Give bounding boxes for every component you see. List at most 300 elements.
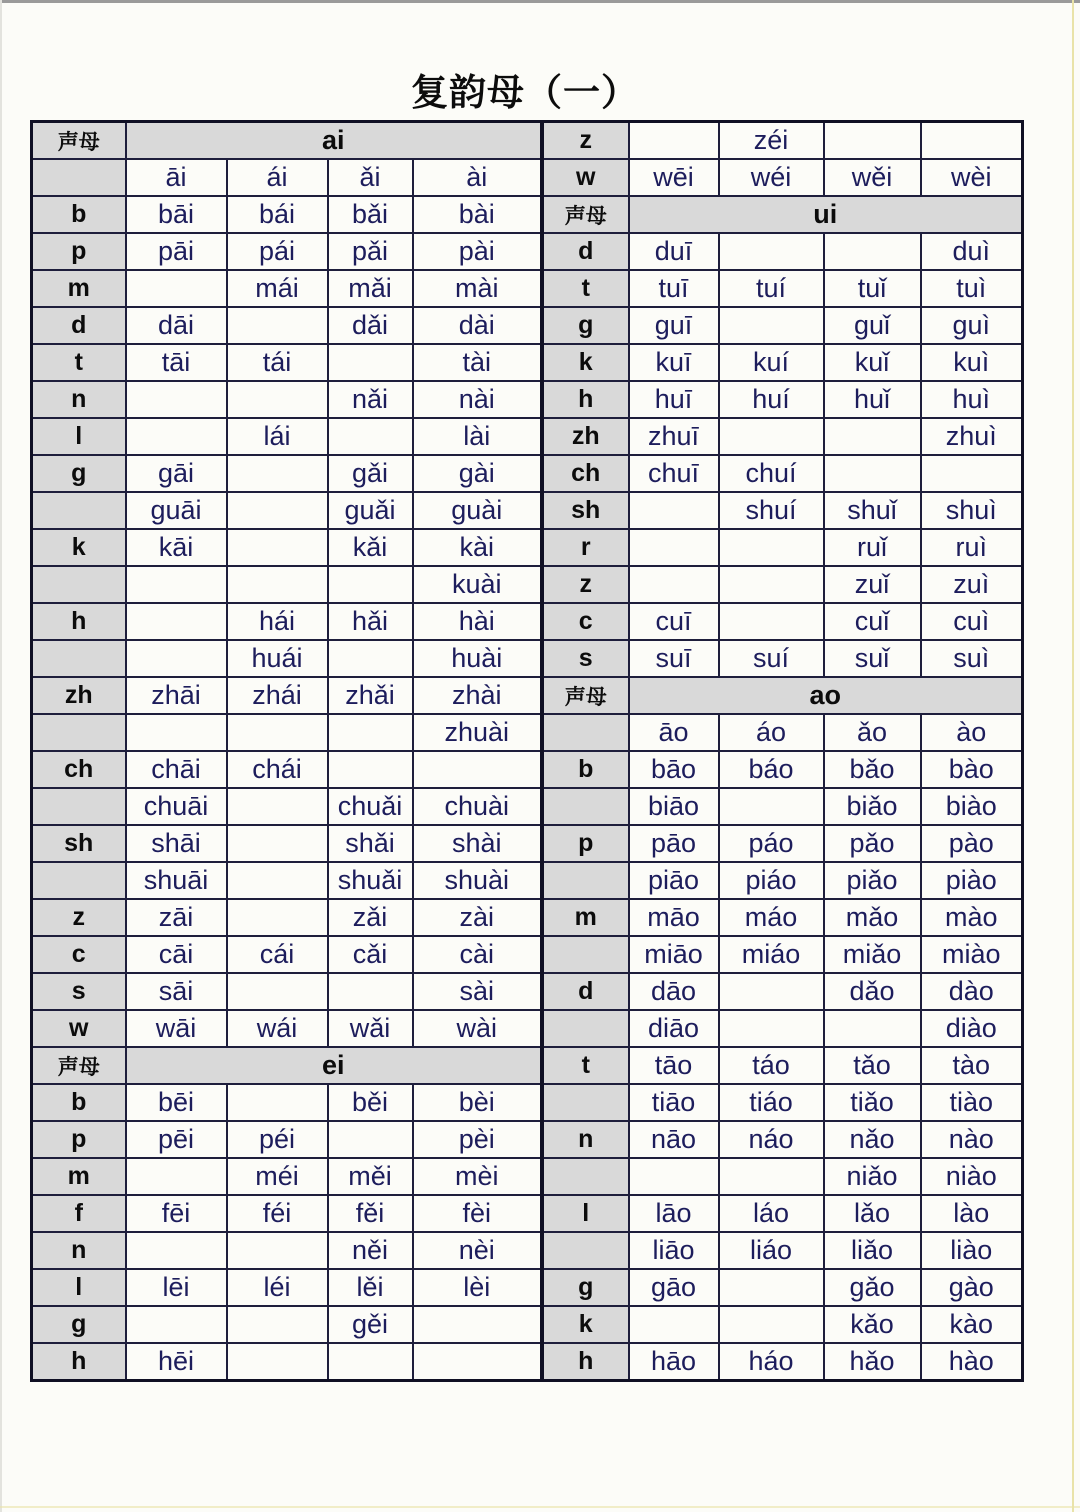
pinyin-cell: cāi bbox=[126, 936, 227, 973]
pinyin-cell: tuí bbox=[719, 270, 824, 307]
table-row bbox=[32, 566, 542, 603]
pinyin-cell: sài bbox=[413, 973, 542, 1010]
initial-cell: b bbox=[32, 196, 126, 233]
pinyin-cell bbox=[719, 1306, 824, 1343]
initial-cell: s bbox=[543, 640, 629, 677]
pinyin-cell: cài bbox=[413, 936, 542, 973]
pinyin-cell: hài bbox=[413, 603, 542, 640]
pinyin-cell: láo bbox=[719, 1195, 824, 1232]
pinyin-cell: guǎi bbox=[328, 492, 413, 529]
pinyin-cell bbox=[629, 1158, 719, 1195]
pinyin-cell: bèi bbox=[413, 1084, 542, 1121]
pinyin-cell bbox=[126, 1158, 227, 1195]
initial-cell: g bbox=[32, 1306, 126, 1343]
pinyin-cell: dāi bbox=[126, 307, 227, 344]
table-row bbox=[32, 1158, 542, 1195]
page-edge-bottom bbox=[0, 1506, 1080, 1508]
table-row bbox=[32, 751, 542, 788]
pinyin-cell: gǎi bbox=[328, 455, 413, 492]
pinyin-cell bbox=[328, 344, 413, 381]
pinyin-cell: pǎo bbox=[824, 825, 921, 862]
pinyin-cell: fèi bbox=[413, 1195, 542, 1232]
pinyin-cell: nèi bbox=[413, 1232, 542, 1269]
table-row bbox=[543, 788, 1023, 825]
pinyin-cell bbox=[629, 492, 719, 529]
table-row bbox=[32, 936, 542, 973]
pinyin-cell: wèi bbox=[921, 159, 1023, 196]
pinyin-cell: pāo bbox=[629, 825, 719, 862]
pinyin-cell bbox=[126, 1306, 227, 1343]
table-row bbox=[543, 418, 1023, 455]
table-row bbox=[543, 1232, 1023, 1269]
pinyin-cell bbox=[719, 788, 824, 825]
pinyin-cell: guǐ bbox=[824, 307, 921, 344]
pinyin-cell bbox=[629, 529, 719, 566]
pinyin-cell: gào bbox=[921, 1269, 1023, 1306]
table-row bbox=[32, 1269, 542, 1306]
pinyin-cell: huài bbox=[413, 640, 542, 677]
pinyin-cell: diào bbox=[921, 1010, 1023, 1047]
section-header-row bbox=[543, 677, 1023, 714]
table-row bbox=[543, 936, 1023, 973]
pinyin-cell: ruǐ bbox=[824, 529, 921, 566]
pinyin-cell: chuí bbox=[719, 455, 824, 492]
initial-cell bbox=[543, 1010, 629, 1047]
table-row bbox=[543, 529, 1023, 566]
pinyin-cell: liào bbox=[921, 1232, 1023, 1269]
initial-cell: g bbox=[543, 307, 629, 344]
pinyin-cell: mèi bbox=[413, 1158, 542, 1195]
initial-cell: d bbox=[32, 307, 126, 344]
pinyin-cell bbox=[227, 529, 328, 566]
table-row bbox=[543, 307, 1023, 344]
pinyin-cell: zhāi bbox=[126, 677, 227, 714]
pinyin-cell bbox=[719, 566, 824, 603]
pinyin-cell: tiāo bbox=[629, 1084, 719, 1121]
pinyin-cell: shuài bbox=[413, 862, 542, 899]
initial-cell: m bbox=[543, 899, 629, 936]
table-row bbox=[32, 529, 542, 566]
pinyin-cell: suǐ bbox=[824, 640, 921, 677]
initial-cell: n bbox=[32, 1232, 126, 1269]
pinyin-cell: suì bbox=[921, 640, 1023, 677]
initial-cell: m bbox=[32, 270, 126, 307]
pinyin-cell: běi bbox=[328, 1084, 413, 1121]
pinyin-cell: tāi bbox=[126, 344, 227, 381]
initial-cell: w bbox=[32, 1010, 126, 1047]
pinyin-cell: cuì bbox=[921, 603, 1023, 640]
pinyin-cell: dǎo bbox=[824, 973, 921, 1010]
pinyin-cell: bǎi bbox=[328, 196, 413, 233]
initial-cell bbox=[32, 714, 126, 751]
pinyin-cell: guāi bbox=[126, 492, 227, 529]
pinyin-cell: nāo bbox=[629, 1121, 719, 1158]
table-row bbox=[32, 455, 542, 492]
initial-cell: 声母 bbox=[32, 122, 126, 160]
pinyin-cell: chuǎi bbox=[328, 788, 413, 825]
pinyin-cell: cái bbox=[227, 936, 328, 973]
table-row bbox=[543, 1010, 1023, 1047]
pinyin-cell bbox=[328, 973, 413, 1010]
table-row bbox=[32, 1343, 542, 1381]
pinyin-cell: dāo bbox=[629, 973, 719, 1010]
pinyin-cell: tài bbox=[413, 344, 542, 381]
pinyin-cell: péi bbox=[227, 1121, 328, 1158]
initial-cell bbox=[543, 1232, 629, 1269]
pinyin-cell: wǎi bbox=[328, 1010, 413, 1047]
table-row bbox=[543, 1121, 1023, 1158]
pinyin-cell bbox=[413, 751, 542, 788]
pinyin-cell: hǎo bbox=[824, 1343, 921, 1381]
initial-cell: h bbox=[543, 381, 629, 418]
pinyin-cell: wái bbox=[227, 1010, 328, 1047]
table-row bbox=[543, 492, 1023, 529]
pinyin-cell bbox=[227, 455, 328, 492]
initial-cell: b bbox=[543, 751, 629, 788]
pinyin-cell bbox=[719, 418, 824, 455]
initial-cell: m bbox=[32, 1158, 126, 1195]
pinyin-cell bbox=[328, 566, 413, 603]
pinyin-cell: shuǐ bbox=[824, 492, 921, 529]
initial-cell: 声母 bbox=[543, 196, 629, 233]
initial-cell: t bbox=[543, 1047, 629, 1084]
pinyin-cell: miáo bbox=[719, 936, 824, 973]
table-row bbox=[32, 270, 542, 307]
pinyin-cell bbox=[921, 455, 1023, 492]
pinyin-cell: suī bbox=[629, 640, 719, 677]
table-row bbox=[543, 640, 1023, 677]
pinyin-cell: chāi bbox=[126, 751, 227, 788]
initial-cell: k bbox=[543, 1306, 629, 1343]
pinyin-cell: nǎo bbox=[824, 1121, 921, 1158]
pinyin-cell: lài bbox=[413, 418, 542, 455]
pinyin-cell: hǎi bbox=[328, 603, 413, 640]
table-row bbox=[543, 751, 1023, 788]
pinyin-cell bbox=[227, 492, 328, 529]
pinyin-cell bbox=[719, 529, 824, 566]
initial-cell: b bbox=[32, 1084, 126, 1121]
pinyin-cell: shài bbox=[413, 825, 542, 862]
table-row bbox=[543, 566, 1023, 603]
table-row bbox=[32, 344, 542, 381]
pinyin-cell: huì bbox=[921, 381, 1023, 418]
pinyin-cell: shǎi bbox=[328, 825, 413, 862]
pinyin-cell: liāo bbox=[629, 1232, 719, 1269]
initial-cell: f bbox=[32, 1195, 126, 1232]
pinyin-cell: shuāi bbox=[126, 862, 227, 899]
pinyin-cell: wéi bbox=[719, 159, 824, 196]
pinyin-cell: tāo bbox=[629, 1047, 719, 1084]
pinyin-cell: miāo bbox=[629, 936, 719, 973]
initial-cell: c bbox=[543, 603, 629, 640]
pinyin-cell: táo bbox=[719, 1047, 824, 1084]
table-row bbox=[543, 899, 1023, 936]
pinyin-cell: pài bbox=[413, 233, 542, 270]
pinyin-cell: guī bbox=[629, 307, 719, 344]
initial-cell: c bbox=[32, 936, 126, 973]
pinyin-cell bbox=[824, 455, 921, 492]
pinyin-cell: ào bbox=[921, 714, 1023, 751]
pinyin-cell: hēi bbox=[126, 1343, 227, 1381]
pinyin-cell bbox=[126, 603, 227, 640]
initial-cell: p bbox=[32, 1121, 126, 1158]
pinyin-cell: niào bbox=[921, 1158, 1023, 1195]
pinyin-cell bbox=[413, 1343, 542, 1381]
table-row bbox=[32, 1306, 542, 1343]
pinyin-cell: pēi bbox=[126, 1121, 227, 1158]
table-row bbox=[32, 603, 542, 640]
table-row bbox=[543, 270, 1023, 307]
pinyin-cell: náo bbox=[719, 1121, 824, 1158]
pinyin-cell bbox=[328, 751, 413, 788]
initial-cell: zh bbox=[543, 418, 629, 455]
pinyin-cell: gāi bbox=[126, 455, 227, 492]
pinyin-cell bbox=[328, 418, 413, 455]
pinyin-cell: māo bbox=[629, 899, 719, 936]
pinyin-cell: bēi bbox=[126, 1084, 227, 1121]
table-row bbox=[32, 899, 542, 936]
pinyin-cell: cǎi bbox=[328, 936, 413, 973]
pinyin-cell: piáo bbox=[719, 862, 824, 899]
pinyin-cell: niǎo bbox=[824, 1158, 921, 1195]
pinyin-cell: chuī bbox=[629, 455, 719, 492]
pinyin-cell: ài bbox=[413, 159, 542, 196]
pinyin-cell: tiào bbox=[921, 1084, 1023, 1121]
table-row bbox=[32, 233, 542, 270]
pinyin-cell: shāi bbox=[126, 825, 227, 862]
pinyin-cell: máo bbox=[719, 899, 824, 936]
pinyin-cell: dài bbox=[413, 307, 542, 344]
page-edge-left bbox=[0, 0, 2, 1512]
initial-cell: h bbox=[32, 1343, 126, 1381]
initial-cell: 声母 bbox=[543, 677, 629, 714]
pinyin-cell: guài bbox=[413, 492, 542, 529]
pinyin-cell bbox=[227, 566, 328, 603]
pinyin-cell bbox=[227, 899, 328, 936]
pinyin-tables bbox=[30, 120, 1024, 1382]
pinyin-cell: zéi bbox=[719, 122, 824, 160]
pinyin-cell: kài bbox=[413, 529, 542, 566]
pinyin-cell: nǎi bbox=[328, 381, 413, 418]
section-header-row bbox=[32, 122, 542, 160]
table-row bbox=[543, 122, 1023, 160]
initial-cell: h bbox=[32, 603, 126, 640]
table-row bbox=[32, 677, 542, 714]
table-row bbox=[543, 825, 1023, 862]
initial-cell bbox=[32, 862, 126, 899]
initial-cell: sh bbox=[543, 492, 629, 529]
pinyin-cell: lěi bbox=[328, 1269, 413, 1306]
initial-cell: ch bbox=[32, 751, 126, 788]
pinyin-cell: léi bbox=[227, 1269, 328, 1306]
pinyin-cell: wài bbox=[413, 1010, 542, 1047]
table-row bbox=[32, 1084, 542, 1121]
pinyin-cell: chuài bbox=[413, 788, 542, 825]
pinyin-cell: féi bbox=[227, 1195, 328, 1232]
pinyin-cell: tái bbox=[227, 344, 328, 381]
initial-cell bbox=[32, 566, 126, 603]
pinyin-cell bbox=[227, 1343, 328, 1381]
initial-cell bbox=[543, 788, 629, 825]
pinyin-cell: huī bbox=[629, 381, 719, 418]
pinyin-cell bbox=[227, 862, 328, 899]
pinyin-cell bbox=[824, 418, 921, 455]
pinyin-cell bbox=[629, 566, 719, 603]
pinyin-cell: mào bbox=[921, 899, 1023, 936]
pinyin-cell bbox=[719, 603, 824, 640]
initial-cell bbox=[543, 936, 629, 973]
initial-cell: l bbox=[32, 1269, 126, 1306]
initial-cell: h bbox=[543, 1343, 629, 1381]
initial-cell: p bbox=[543, 825, 629, 862]
pinyin-cell: kuǐ bbox=[824, 344, 921, 381]
pinyin-cell: lèi bbox=[413, 1269, 542, 1306]
pinyin-cell bbox=[126, 1232, 227, 1269]
table-row bbox=[32, 159, 542, 196]
pinyin-cell: cuǐ bbox=[824, 603, 921, 640]
pinyin-cell: ǎi bbox=[328, 159, 413, 196]
pinyin-table-right bbox=[541, 120, 1024, 1382]
pinyin-cell: ǎo bbox=[824, 714, 921, 751]
initial-cell bbox=[32, 159, 126, 196]
table-row bbox=[32, 1232, 542, 1269]
table-row bbox=[543, 1158, 1023, 1195]
pinyin-cell: dǎi bbox=[328, 307, 413, 344]
pinyin-cell: tiǎo bbox=[824, 1084, 921, 1121]
initial-cell: k bbox=[543, 344, 629, 381]
pinyin-cell bbox=[227, 1084, 328, 1121]
pinyin-cell: fēi bbox=[126, 1195, 227, 1232]
pinyin-cell: lái bbox=[227, 418, 328, 455]
pinyin-cell: tuì bbox=[921, 270, 1023, 307]
pinyin-cell: gěi bbox=[328, 1306, 413, 1343]
pinyin-cell: shuǎi bbox=[328, 862, 413, 899]
pinyin-cell bbox=[227, 1232, 328, 1269]
pinyin-cell: tǎo bbox=[824, 1047, 921, 1084]
initial-cell: t bbox=[32, 344, 126, 381]
pinyin-cell bbox=[227, 825, 328, 862]
pinyin-cell bbox=[629, 1306, 719, 1343]
pinyin-cell: zhài bbox=[413, 677, 542, 714]
initial-cell bbox=[32, 640, 126, 677]
pinyin-cell bbox=[629, 122, 719, 160]
table-row bbox=[32, 196, 542, 233]
pinyin-cell bbox=[328, 1121, 413, 1158]
table-row bbox=[543, 159, 1023, 196]
pinyin-cell: zāi bbox=[126, 899, 227, 936]
pinyin-cell bbox=[824, 122, 921, 160]
pinyin-cell: kǎi bbox=[328, 529, 413, 566]
pinyin-cell bbox=[921, 122, 1023, 160]
table-row bbox=[32, 825, 542, 862]
final-header-cell: ui bbox=[629, 196, 1023, 233]
table-row bbox=[543, 455, 1023, 492]
table-row bbox=[32, 381, 542, 418]
pinyin-cell: nào bbox=[921, 1121, 1023, 1158]
initial-cell: d bbox=[543, 233, 629, 270]
pinyin-cell: piāo bbox=[629, 862, 719, 899]
table-row bbox=[32, 640, 542, 677]
pinyin-cell: lǎo bbox=[824, 1195, 921, 1232]
pinyin-cell: mài bbox=[413, 270, 542, 307]
initial-cell: k bbox=[32, 529, 126, 566]
pinyin-cell: bái bbox=[227, 196, 328, 233]
pinyin-cell bbox=[126, 418, 227, 455]
initial-cell bbox=[32, 492, 126, 529]
pinyin-cell bbox=[824, 233, 921, 270]
pinyin-cell: mái bbox=[227, 270, 328, 307]
initial-cell: g bbox=[543, 1269, 629, 1306]
initial-cell: sh bbox=[32, 825, 126, 862]
pinyin-cell: wāi bbox=[126, 1010, 227, 1047]
pinyin-table-left bbox=[30, 120, 543, 1382]
pinyin-cell: bāi bbox=[126, 196, 227, 233]
pinyin-cell: páo bbox=[719, 825, 824, 862]
pinyin-cell bbox=[719, 233, 824, 270]
pinyin-cell: āo bbox=[629, 714, 719, 751]
table-row bbox=[543, 973, 1023, 1010]
table-row bbox=[32, 1121, 542, 1158]
pinyin-cell bbox=[824, 1010, 921, 1047]
table-row bbox=[543, 344, 1023, 381]
pinyin-cell bbox=[328, 640, 413, 677]
page-title: 复韵母（一） bbox=[411, 72, 639, 113]
pinyin-cell: kuì bbox=[921, 344, 1023, 381]
initial-cell: p bbox=[32, 233, 126, 270]
pinyin-cell: bài bbox=[413, 196, 542, 233]
initial-cell: n bbox=[32, 381, 126, 418]
pinyin-cell bbox=[719, 1269, 824, 1306]
table-row bbox=[32, 973, 542, 1010]
pinyin-cell: guì bbox=[921, 307, 1023, 344]
pinyin-cell: lāo bbox=[629, 1195, 719, 1232]
pinyin-cell: bǎo bbox=[824, 751, 921, 788]
table-row bbox=[32, 788, 542, 825]
pinyin-cell bbox=[126, 270, 227, 307]
page-edge-right bbox=[1072, 0, 1074, 1512]
pinyin-cell: miào bbox=[921, 936, 1023, 973]
pinyin-cell: báo bbox=[719, 751, 824, 788]
section-header-row bbox=[543, 196, 1023, 233]
pinyin-cell: tuǐ bbox=[824, 270, 921, 307]
pinyin-cell: pào bbox=[921, 825, 1023, 862]
table-row bbox=[543, 1047, 1023, 1084]
section-header-row bbox=[32, 1047, 542, 1084]
table-row bbox=[32, 307, 542, 344]
pinyin-cell: kǎo bbox=[824, 1306, 921, 1343]
initial-cell: zh bbox=[32, 677, 126, 714]
pinyin-cell bbox=[719, 1158, 824, 1195]
initial-cell: n bbox=[543, 1121, 629, 1158]
table-row bbox=[543, 862, 1023, 899]
pinyin-cell: pái bbox=[227, 233, 328, 270]
table-row bbox=[543, 381, 1023, 418]
pinyin-cell: hái bbox=[227, 603, 328, 640]
pinyin-cell: kuí bbox=[719, 344, 824, 381]
pinyin-cell: hào bbox=[921, 1343, 1023, 1381]
pinyin-cell: gài bbox=[413, 455, 542, 492]
pinyin-cell bbox=[227, 973, 328, 1010]
pinyin-cell: lào bbox=[921, 1195, 1023, 1232]
pinyin-cell: pāi bbox=[126, 233, 227, 270]
pinyin-cell bbox=[413, 1306, 542, 1343]
pinyin-cell: tuī bbox=[629, 270, 719, 307]
pinyin-cell: duì bbox=[921, 233, 1023, 270]
final-header-cell: ao bbox=[629, 677, 1023, 714]
table-row bbox=[543, 1306, 1023, 1343]
pinyin-cell: dào bbox=[921, 973, 1023, 1010]
table-row bbox=[543, 1195, 1023, 1232]
